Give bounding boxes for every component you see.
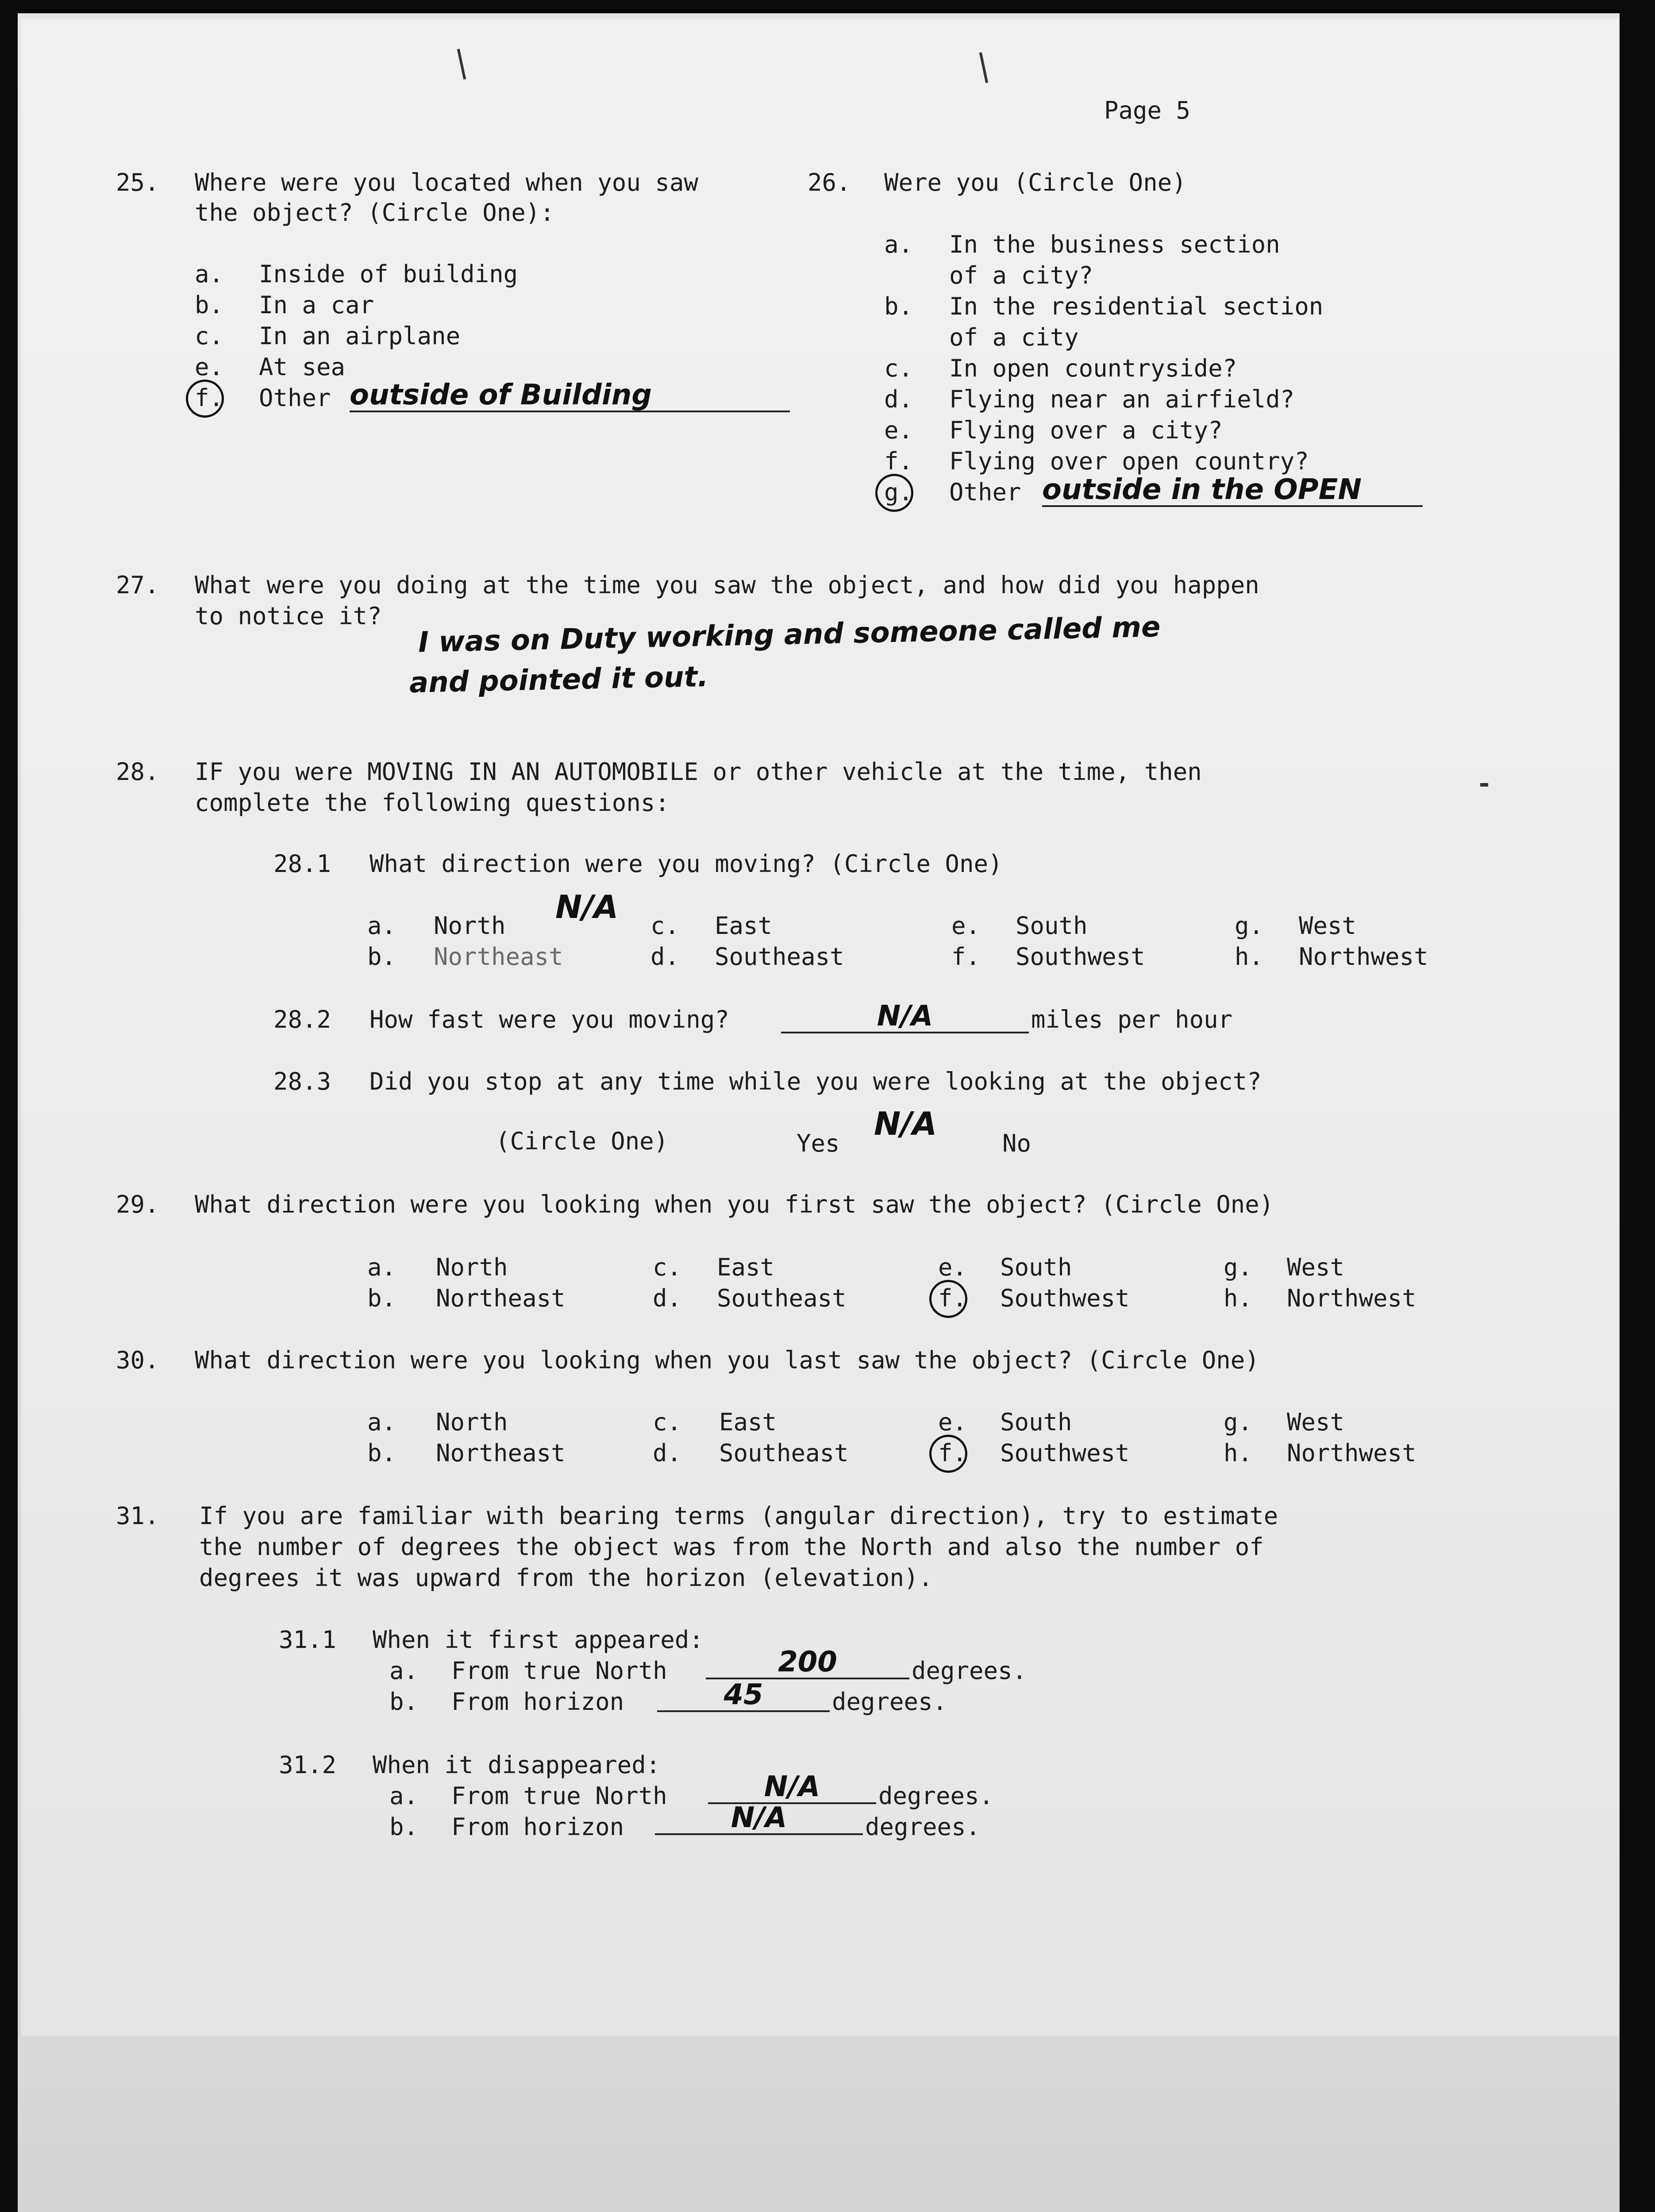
option-letter: a.: [389, 1782, 419, 1810]
option-letter: h.: [1224, 1439, 1253, 1467]
answer-circle: [929, 1435, 967, 1473]
option-text: Flying over a city?: [949, 416, 1223, 444]
option-letter: c.: [653, 1408, 682, 1436]
question-number: 25.: [116, 169, 159, 196]
option-text: Southwest: [1016, 943, 1145, 971]
option-text: North: [436, 1253, 508, 1281]
handwritten-answer: N/A: [555, 888, 619, 926]
question-text: Were you (Circle One): [884, 169, 1186, 196]
option-letter: h.: [1224, 1284, 1253, 1312]
option-letter: b.: [389, 1813, 419, 1841]
answer-circle: [875, 474, 913, 512]
option-text: In open countryside?: [949, 354, 1237, 382]
subquestion-text: Did you stop at any time while you were looking at the object?: [369, 1068, 1262, 1095]
option-letter: b.: [884, 292, 913, 320]
option-letter: g.: [884, 478, 913, 506]
option-letter: a.: [367, 912, 396, 940]
option-text: of a city?: [949, 261, 1093, 289]
option-text: Northeast: [434, 943, 563, 971]
option-letter: e.: [938, 1408, 967, 1436]
question-number: 26.: [808, 169, 851, 196]
option-letter: e.: [884, 416, 913, 444]
question-text: IF you were MOVING IN AN AUTOMOBILE or other vehicle at the time, then: [195, 758, 1202, 786]
option-no: No: [1002, 1129, 1031, 1157]
question-text: the object? (Circle One):: [195, 199, 554, 227]
field-suffix: degrees.: [832, 1688, 947, 1716]
option-text: of a city: [949, 323, 1079, 351]
option-letter: f.: [884, 447, 913, 475]
option-text: East: [719, 1408, 777, 1436]
field-suffix: miles per hour: [1031, 1006, 1233, 1033]
option-text: Other: [949, 478, 1021, 506]
subquestion-text: What direction were you moving? (Circle One): [369, 850, 1003, 878]
subquestion-number: 28.2: [273, 1006, 331, 1033]
option-letter: c.: [195, 322, 224, 350]
option-letter: e.: [938, 1253, 967, 1281]
option-text: From horizon: [451, 1813, 624, 1841]
option-letter: f.: [195, 384, 224, 412]
option-text: Northeast: [436, 1439, 566, 1467]
scan-mark: [1480, 783, 1488, 787]
option-letter: g.: [1224, 1253, 1253, 1281]
option-letter: a.: [367, 1253, 396, 1281]
option-text: In the residential section: [949, 292, 1324, 320]
option-text: Northwest: [1299, 943, 1428, 971]
option-letter: e.: [195, 353, 224, 381]
option-text: In the business section: [949, 230, 1280, 258]
option-text: West: [1287, 1253, 1345, 1281]
handwritten-answer: outside of Building: [350, 380, 790, 412]
handwritten-answer: 200: [706, 1647, 909, 1679]
subquestion-number: 31.1: [279, 1626, 337, 1654]
option-letter: c.: [650, 912, 680, 940]
question-text: the number of degrees the object was from the North and also the number of: [199, 1533, 1264, 1561]
field-suffix: degrees.: [878, 1782, 994, 1810]
subquestion-text: How fast were you moving?: [369, 1006, 729, 1033]
option-letter: d.: [884, 385, 913, 413]
option-letter: c.: [653, 1253, 682, 1281]
question-text: complete the following questions:: [195, 789, 670, 817]
question-number: 27.: [116, 571, 159, 599]
option-text: South: [1016, 912, 1088, 940]
question-number: 28.: [116, 758, 159, 786]
option-text: Flying over open country?: [949, 447, 1309, 475]
option-letter: a.: [195, 260, 224, 288]
option-text: In a car: [259, 291, 374, 319]
question-text: Where were you located when you saw: [195, 169, 698, 196]
question-number: 29.: [116, 1190, 159, 1218]
option-letter: d.: [653, 1439, 682, 1467]
question-text: If you are familiar with bearing terms (angular direction), try to estimate: [199, 1502, 1278, 1530]
option-letter: d.: [650, 943, 680, 971]
option-letter: c.: [884, 354, 913, 382]
option-letter: f.: [951, 943, 981, 971]
handwritten-answer: N/A: [655, 1802, 863, 1835]
option-text: Flying near an airfield?: [949, 385, 1295, 413]
question-text: What direction were you looking when you last saw the object? (Circle One): [195, 1346, 1259, 1374]
option-text: Southeast: [715, 943, 844, 971]
handwritten-answer: I was on Duty working and someone called me: [418, 611, 1161, 659]
subquestion-number: 28.1: [273, 850, 331, 878]
option-letter: f.: [938, 1284, 967, 1312]
question-number: 30.: [116, 1346, 159, 1374]
circle-instruction: (Circle One): [496, 1127, 669, 1155]
option-letter: g.: [1224, 1408, 1253, 1436]
option-letter: a.: [884, 230, 913, 258]
option-text: Northwest: [1287, 1439, 1416, 1467]
option-text: From true North: [451, 1782, 667, 1810]
option-letter: d.: [653, 1284, 682, 1312]
option-letter: b.: [389, 1688, 419, 1716]
question-text: What were you doing at the time you saw the object, and how did you happen: [195, 571, 1259, 599]
option-text: In an airplane: [259, 322, 461, 350]
option-text: Southwest: [1000, 1284, 1130, 1312]
option-text: At sea: [259, 353, 346, 381]
subquestion-number: 28.3: [273, 1068, 331, 1095]
option-text: Inside of building: [259, 260, 518, 288]
handwritten-answer: N/A: [874, 1105, 937, 1142]
field-suffix: degrees.: [865, 1813, 981, 1841]
option-text: West: [1287, 1408, 1345, 1436]
answer-circle: [186, 380, 224, 418]
option-letter: a.: [389, 1657, 419, 1685]
option-text: South: [1000, 1408, 1072, 1436]
subquestion-text: When it first appeared:: [373, 1626, 704, 1654]
question-text: to notice it?: [195, 602, 382, 630]
subquestion-text: When it disappeared:: [373, 1751, 661, 1779]
option-letter: g.: [1235, 912, 1264, 940]
option-text: From true North: [451, 1657, 667, 1685]
option-letter: b.: [367, 1284, 396, 1312]
option-text: Northeast: [436, 1284, 566, 1312]
handwritten-answer: N/A: [708, 1771, 876, 1804]
option-letter: b.: [367, 1439, 396, 1467]
option-letter: b.: [367, 943, 396, 971]
handwritten-answer: and pointed it out.: [409, 660, 709, 700]
option-text: North: [436, 1408, 508, 1436]
subquestion-number: 31.2: [279, 1751, 337, 1779]
option-text: North: [434, 912, 506, 940]
option-letter: h.: [1235, 943, 1264, 971]
option-text: East: [715, 912, 773, 940]
underlying-page: [18, 2044, 1620, 2212]
option-text: From horizon: [451, 1688, 624, 1716]
option-letter: f.: [938, 1439, 967, 1467]
option-letter: a.: [367, 1408, 396, 1436]
option-letter: b.: [195, 291, 224, 319]
handwritten-answer: N/A: [781, 1001, 1029, 1033]
option-text: East: [717, 1253, 775, 1281]
page-number: Page 5: [1104, 96, 1191, 124]
option-text: Other: [259, 384, 331, 412]
handwritten-answer: outside in the OPEN: [1042, 474, 1423, 507]
handwritten-answer: 45: [657, 1679, 830, 1712]
question-number: 31.: [116, 1502, 159, 1530]
question-text: degrees it was upward from the horizon (elevation).: [199, 1564, 933, 1592]
field-suffix: degrees.: [912, 1657, 1027, 1685]
option-text: Southwest: [1000, 1439, 1130, 1467]
option-letter: e.: [951, 912, 981, 940]
option-yes: Yes: [797, 1129, 840, 1157]
option-text: Southeast: [719, 1439, 849, 1467]
question-text: What direction were you looking when you first saw the object? (Circle One): [195, 1190, 1274, 1218]
option-text: Southeast: [717, 1284, 847, 1312]
option-text: South: [1000, 1253, 1072, 1281]
option-text: Northwest: [1287, 1284, 1416, 1312]
option-text: West: [1299, 912, 1357, 940]
answer-circle: [929, 1280, 967, 1318]
